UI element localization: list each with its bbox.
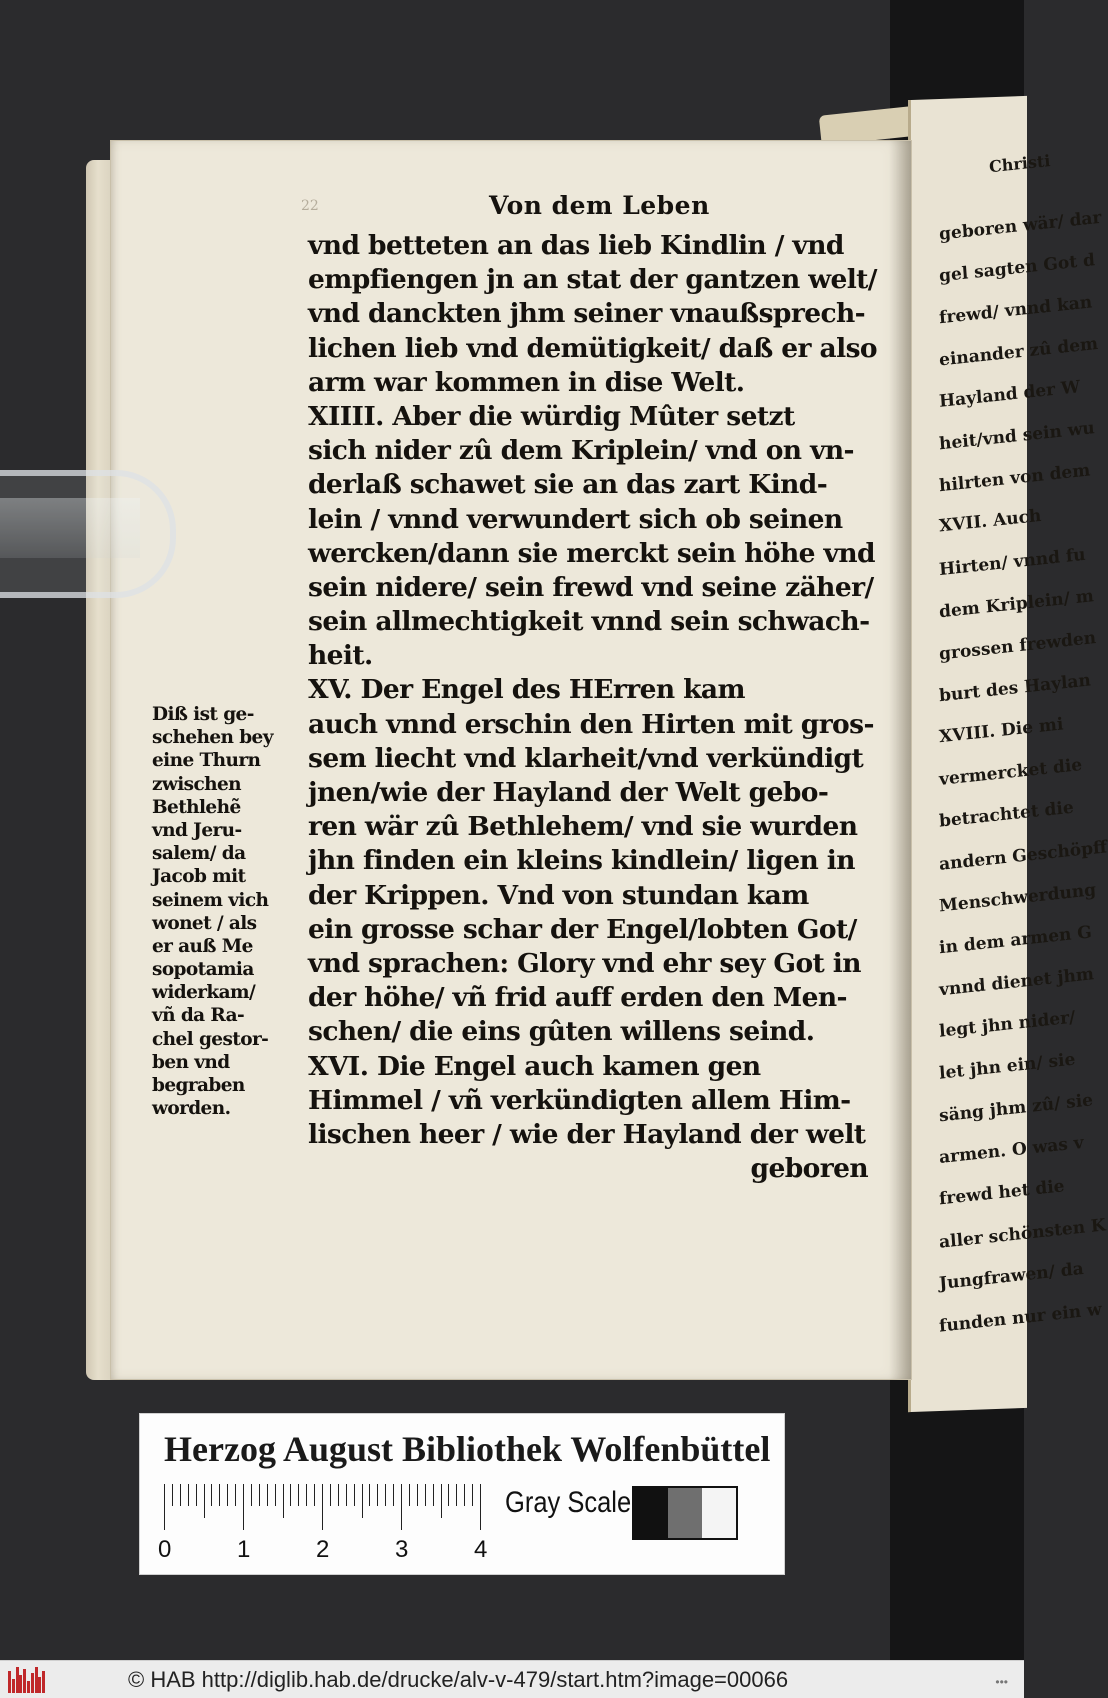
ruler-tick [196, 1484, 197, 1506]
ruler-tick [377, 1484, 378, 1506]
facing-page-line: hilrten von dem [938, 460, 1091, 497]
ruler-tick [385, 1484, 386, 1506]
facing-page-line: andern Geschöpff [938, 837, 1108, 875]
marginal-note-line: chel gestor- [152, 1028, 269, 1050]
ruler-tick [369, 1484, 370, 1506]
marginal-note-line: seinem vich [152, 889, 269, 911]
ruler-tick [259, 1484, 260, 1506]
text-line: lichen lieb vnd demütigkeit/ daß er also [308, 332, 877, 364]
ruler-tick [243, 1484, 244, 1530]
facing-page-line: frewd het die [938, 1176, 1066, 1210]
facing-page [908, 96, 1108, 1412]
ruler-tick [322, 1484, 323, 1530]
ruler-tick [448, 1484, 449, 1506]
gutter-shadow [889, 141, 911, 1379]
facing-page-line: let jhn ein/ sie [938, 1049, 1076, 1084]
marginal-note-line: eine Thurn [152, 750, 261, 772]
ruler-tick [298, 1484, 299, 1506]
page-number: 22 [301, 198, 319, 214]
measurement-ruler [164, 1484, 484, 1530]
text-line: lischen heer / wie der Hayland der welt [308, 1118, 866, 1150]
text-line: XV. Der Engel des HErren kam [308, 674, 745, 706]
text-line: lein / vnnd verwundert sich ob seinen [308, 503, 843, 535]
ruler-tick [480, 1484, 481, 1530]
marginal-note-line: zwischen [152, 773, 242, 795]
footer-bar [0, 1660, 1024, 1698]
marginal-note-line: Bethlehẽ [152, 796, 241, 818]
ruler-tick [417, 1484, 418, 1506]
ruler-tick [409, 1484, 410, 1506]
facing-page-line: Hirten/ vnnd fu [938, 544, 1087, 581]
ruler-tick [401, 1484, 402, 1530]
ruler-tick [472, 1484, 473, 1506]
facing-page-line: dem Kriplein/ m [938, 586, 1095, 623]
ruler-tick [346, 1484, 347, 1506]
facing-page-line: grossen frewden [938, 628, 1097, 665]
hab-logo-icon [8, 1667, 46, 1693]
ruler-tick [354, 1484, 355, 1506]
ruler-tick [464, 1484, 465, 1506]
text-line: vnd betteten an das lieb Kindlin / vnd [308, 230, 844, 261]
logo-bar [38, 1677, 41, 1693]
facing-page-line: vermercket die [938, 755, 1083, 790]
marginal-note-line: sopotamia [152, 959, 254, 981]
footer-dots: ••• [995, 1675, 1008, 1689]
logo-bar [12, 1679, 15, 1693]
facing-page-line: XVII. Auch [938, 505, 1042, 537]
gray-scale-label: Gray Scale [505, 1486, 632, 1519]
marginal-note-line: ben vnd [152, 1051, 230, 1073]
logo-bar [42, 1671, 45, 1693]
ruler-label: 1 [237, 1536, 251, 1563]
facing-page-line: aller schönsten K [938, 1215, 1107, 1253]
ruler-tick [251, 1484, 252, 1506]
facing-page-line: Jungfrawen/ da [938, 1258, 1085, 1294]
gray-swatch [634, 1488, 668, 1538]
ruler-tick [164, 1484, 165, 1530]
text-line: sem liecht vnd klarheit/vnd verkündigt [308, 742, 864, 774]
running-head: Von dem Leben [489, 191, 710, 220]
ruler-tick [290, 1484, 291, 1506]
main-text-block [308, 229, 877, 1186]
ruler-tick [283, 1484, 284, 1518]
text-line: ein grosse schar der Engel/lobten Got/ [308, 913, 857, 945]
catchword: geboren [750, 1153, 868, 1185]
ruler-tick [306, 1484, 307, 1506]
marginal-note-line: Jacob mit [152, 866, 246, 888]
ruler-tick [211, 1484, 212, 1506]
logo-bar [19, 1675, 22, 1693]
facing-page-line: heit/vnd sein wu [938, 418, 1096, 455]
facing-page-line: geboren wär/ dar [938, 207, 1103, 245]
text-line: derlaß schawet sie an das zart Kind- [308, 469, 828, 501]
footer-credit[interactable]: © HAB http://diglib.hab.de/drucke/alv-v-479/start.htm?image=00066 [128, 1667, 789, 1692]
marginal-note [152, 703, 273, 1120]
ruler-label: 2 [316, 1536, 330, 1563]
facing-page-line: einander zû dem [938, 333, 1099, 371]
facing-page-line: legt jhn nider/ [938, 1007, 1076, 1042]
text-line: sich nider zû dem Kriplein/ vnd on vn- [308, 435, 854, 467]
marginal-note-line: worden. [152, 1098, 231, 1120]
gray-swatch [702, 1488, 736, 1538]
logo-bar [31, 1673, 34, 1693]
ruler-tick [180, 1484, 181, 1506]
gray-scale-swatches [632, 1486, 738, 1540]
text-line: Himmel / vñ verkündigten allem Him- [308, 1084, 851, 1116]
marginal-note-line: begraben [152, 1075, 245, 1096]
color-scale-card [139, 1413, 785, 1575]
ruler-label: 4 [474, 1536, 488, 1563]
text-line: vnd sprachen: Glory vnd ehr sey Got in [308, 947, 861, 979]
ruler-tick [433, 1484, 434, 1506]
ruler-tick [235, 1484, 236, 1506]
facing-page-line: säng jhm zû/ sie [938, 1090, 1094, 1127]
facing-page-line: Hayland der W [938, 377, 1081, 412]
facing-page-line: XVIII. Die mi [938, 714, 1065, 748]
text-line: der höhe/ vñ frid auff erden den Men- [308, 982, 847, 1014]
marginal-note-line: wonet / als [152, 912, 257, 934]
text-line: auch vnnd erschin den Hirten mit gros- [308, 708, 874, 740]
marginal-note-line: vñ da Ra- [152, 1005, 245, 1027]
ruler-tick [172, 1484, 173, 1506]
marginal-note-line: schehen bey [152, 727, 273, 749]
ruler-tick [227, 1484, 228, 1506]
marginal-note-line: er auß Me [152, 935, 253, 957]
ruler-tick [314, 1484, 315, 1506]
facing-page-line: in dem armen G [938, 922, 1093, 959]
marginal-note-line: Diß ist ge- [152, 704, 254, 725]
text-line: XIIII. Aber die würdig Mûter setzt [308, 400, 795, 432]
logo-bar [23, 1669, 26, 1693]
facing-page-line: burt des Haylan [938, 670, 1092, 707]
book-page [110, 140, 912, 1380]
logo-bar [16, 1667, 19, 1693]
ruler-tick [204, 1484, 205, 1518]
text-line: heit. [308, 640, 373, 672]
text-line: sein nidere/ sein frewd vnd seine zäher/ [308, 571, 874, 603]
facing-page-line: gel sagten Got d [938, 250, 1096, 287]
text-line: ren wär zû Bethlehem/ vnd sie wurden [308, 811, 858, 843]
text-line: vnd danckten jhm seiner vnaußsprech- [308, 298, 866, 330]
facing-page-running-head: Christi [988, 151, 1051, 177]
facing-page-line: betrachtet die [938, 797, 1075, 832]
text-line: schen/ die eins gûten willens seind. [308, 1016, 815, 1048]
ruler-tick [275, 1484, 276, 1506]
gray-swatch [668, 1488, 702, 1538]
marginal-note-line: salem/ da [152, 843, 246, 865]
library-name: Herzog August Bibliothek Wolfenbüttel [164, 1429, 771, 1469]
text-line: jhn finden ein kleins kindlein/ ligen in [308, 845, 855, 877]
facing-page-line: funden nur ein w [938, 1299, 1103, 1337]
text-line: XVI. Die Engel auch kamen gen [308, 1050, 761, 1082]
ruler-tick [219, 1484, 220, 1506]
page-clip [0, 470, 176, 598]
ruler-tick [441, 1484, 442, 1518]
text-line: sein allmechtigkeit vnnd sein schwach- [308, 606, 870, 638]
facing-page-line: vnnd dienet jhm [938, 964, 1095, 1001]
facing-page-line: frewd/ vnnd kan [938, 292, 1093, 329]
ruler-label: 0 [158, 1536, 172, 1563]
ruler-tick [267, 1484, 268, 1506]
logo-bar [8, 1671, 11, 1693]
text-line: arm war kommen in dise Welt. [308, 366, 745, 398]
text-line: wercken/dann sie merckt sein höhe vnd [308, 537, 875, 569]
logo-bar [27, 1681, 30, 1693]
marginal-note-line: widerkam/ [152, 982, 256, 1004]
ruler-tick [456, 1484, 457, 1506]
text-line: der Krippen. Vnd von stundan kam [308, 879, 809, 911]
text-line: empfiengen jn an stat der gantzen welt/ [308, 264, 877, 296]
ruler-tick [425, 1484, 426, 1506]
ruler-tick [188, 1484, 189, 1506]
ruler-tick [362, 1484, 363, 1518]
ruler-tick [330, 1484, 331, 1506]
ruler-tick [338, 1484, 339, 1506]
ruler-tick [393, 1484, 394, 1506]
facing-page-line: Menschwerdung [938, 880, 1097, 917]
marginal-note-line: vnd Jeru- [152, 819, 242, 841]
text-line: jnen/wie der Hayland der Welt gebo- [308, 777, 829, 808]
facing-page-line: armen. O was v [938, 1132, 1085, 1168]
logo-bar [35, 1667, 38, 1693]
ruler-label: 3 [395, 1536, 409, 1563]
